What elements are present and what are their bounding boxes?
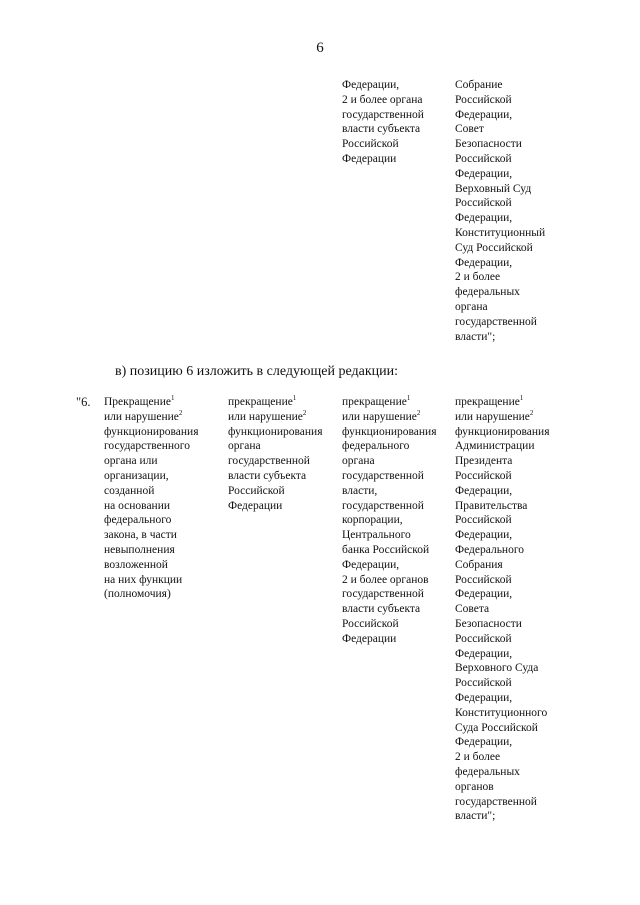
col4-line: Собрания xyxy=(455,558,503,571)
top-table-col3 xyxy=(342,78,424,167)
col4-line: Российской xyxy=(455,677,512,690)
col4-line: Безопасности xyxy=(455,617,522,630)
top-col3-line: власти субъекта xyxy=(342,123,421,136)
col3-line: или нарушение$^2$ xyxy=(342,408,421,423)
col2-line: или нарушение$^2$ xyxy=(228,408,307,423)
col4-line: Федерации, xyxy=(455,484,513,497)
row-col4 xyxy=(455,395,550,824)
col2-line: Федерации xyxy=(228,499,283,512)
col2-line: функционирования xyxy=(228,425,323,438)
top-col4-line: Федерации, xyxy=(455,212,513,225)
top-col4-line: федеральных xyxy=(455,286,520,299)
top-col4-line: Российской xyxy=(455,152,512,165)
col3-line: органа xyxy=(342,455,375,468)
col1-line: федерального xyxy=(104,514,172,527)
col2-line: власти субъекта xyxy=(228,469,307,482)
col4-line: Федерации, xyxy=(455,736,513,749)
col4-line: органов xyxy=(455,780,494,793)
col4-line: Федерации, xyxy=(455,647,513,660)
top-col3-line: государственной xyxy=(342,108,424,121)
col3-line: корпорации, xyxy=(342,514,403,527)
col3-line: функционирования xyxy=(342,425,437,438)
top-col4-line: власти"; xyxy=(455,330,496,343)
col4-line: Федерации, xyxy=(455,529,513,542)
col4-line: государственной xyxy=(455,795,537,808)
col4-line: Конституционного xyxy=(455,706,548,719)
top-col4-line: Верховный Суд xyxy=(455,182,532,195)
col1-line: Прекращение$^1$ xyxy=(104,394,175,408)
col4-line: Российской xyxy=(455,469,512,482)
col1-line: или нарушение$^2$ xyxy=(104,408,183,423)
top-col4-line: Совет xyxy=(455,123,484,136)
row-col1 xyxy=(104,395,199,602)
top-col3-line: Федерации, xyxy=(342,79,400,91)
col4-line: Администрации xyxy=(455,440,535,453)
col4-line: Российской xyxy=(455,632,512,645)
col4-line: Верховного Суда xyxy=(455,662,539,675)
top-col3-line: Федерации xyxy=(342,152,397,165)
col4-line: или нарушение$^2$ xyxy=(455,408,534,423)
top-col4-line: Российской xyxy=(455,197,512,210)
col1-line: государственного xyxy=(104,440,190,453)
top-col4-line: государственной xyxy=(455,315,537,328)
top-col4-line: Суд Российской xyxy=(455,241,533,254)
col4-line: Суда Российской xyxy=(455,721,538,734)
col4-line: Президента xyxy=(455,455,513,468)
row-col2 xyxy=(228,395,323,513)
top-col4-line: Федерации, xyxy=(455,108,513,121)
top-col4-line: 2 и более xyxy=(455,271,501,284)
col3-line: Федерации xyxy=(342,632,397,645)
col3-line: государственной xyxy=(342,469,424,482)
top-col4-line: Собрание xyxy=(455,79,503,91)
col4-line: власти"; xyxy=(455,810,496,823)
top-col4-line: органа xyxy=(455,300,488,313)
col3-line: Российской xyxy=(342,617,399,630)
top-col4-line: Российской xyxy=(455,93,512,106)
top-col3-line: Российской xyxy=(342,138,399,151)
col4-line: Правительства xyxy=(455,499,528,512)
col2-line: государственной xyxy=(228,455,310,468)
top-col4-line: Безопасности xyxy=(455,138,522,151)
col4-line: функционирования xyxy=(455,425,550,438)
col1-line: организации, xyxy=(104,469,169,482)
col3-line: власти, xyxy=(342,484,378,497)
col1-line: закона, в части xyxy=(104,529,177,542)
col1-line: невыполнения xyxy=(104,543,175,556)
col3-line: Федерации, xyxy=(342,558,400,571)
col3-line: власти субъекта xyxy=(342,603,421,616)
col4-line: Федерации, xyxy=(455,691,513,704)
col3-line: федерального xyxy=(342,440,410,453)
col4-line: 2 и более xyxy=(455,751,501,764)
col2-line: Российской xyxy=(228,484,285,497)
col4-line: Российской xyxy=(455,573,512,586)
col4-line: Российской xyxy=(455,514,512,527)
col3-line: 2 и более органов xyxy=(342,573,429,586)
col1-line: органа или xyxy=(104,455,158,468)
top-col4-line: Федерации, xyxy=(455,167,513,180)
col3-line: Центрального xyxy=(342,529,411,542)
col4-line: федеральных xyxy=(455,765,520,778)
col1-line: на них функции xyxy=(104,573,183,586)
col3-line: прекращение$^1$ xyxy=(342,394,411,408)
top-col3-line: 2 и более органа xyxy=(342,93,423,106)
col4-line: прекращение$^1$ xyxy=(455,394,524,408)
col4-line: Совета xyxy=(455,603,490,616)
row-col3 xyxy=(342,395,437,647)
col3-line: государственной xyxy=(342,588,424,601)
section-heading: в) позицию 6 изложить в следующей редакции: xyxy=(115,364,399,379)
col4-line: Федерации, xyxy=(455,588,513,601)
col4-line: Федерального xyxy=(455,543,525,556)
row-number: "6. xyxy=(76,395,91,409)
col3-line: банка Российской xyxy=(342,543,430,556)
col2-line: органа xyxy=(228,440,261,453)
page-number: 6 xyxy=(316,40,324,56)
col1-line: (полномочия) xyxy=(104,588,171,601)
top-table-col4 xyxy=(455,78,545,344)
top-col4-line: Конституционный xyxy=(455,226,546,239)
col3-line: государственной xyxy=(342,499,424,512)
top-col4-line: Федерации, xyxy=(455,256,513,269)
col2-line: прекращение$^1$ xyxy=(228,394,297,408)
col1-line: функционирования xyxy=(104,425,199,438)
col1-line: созданной xyxy=(104,484,155,497)
col1-line: возложенной xyxy=(104,558,168,571)
col1-line: на основании xyxy=(104,499,171,512)
